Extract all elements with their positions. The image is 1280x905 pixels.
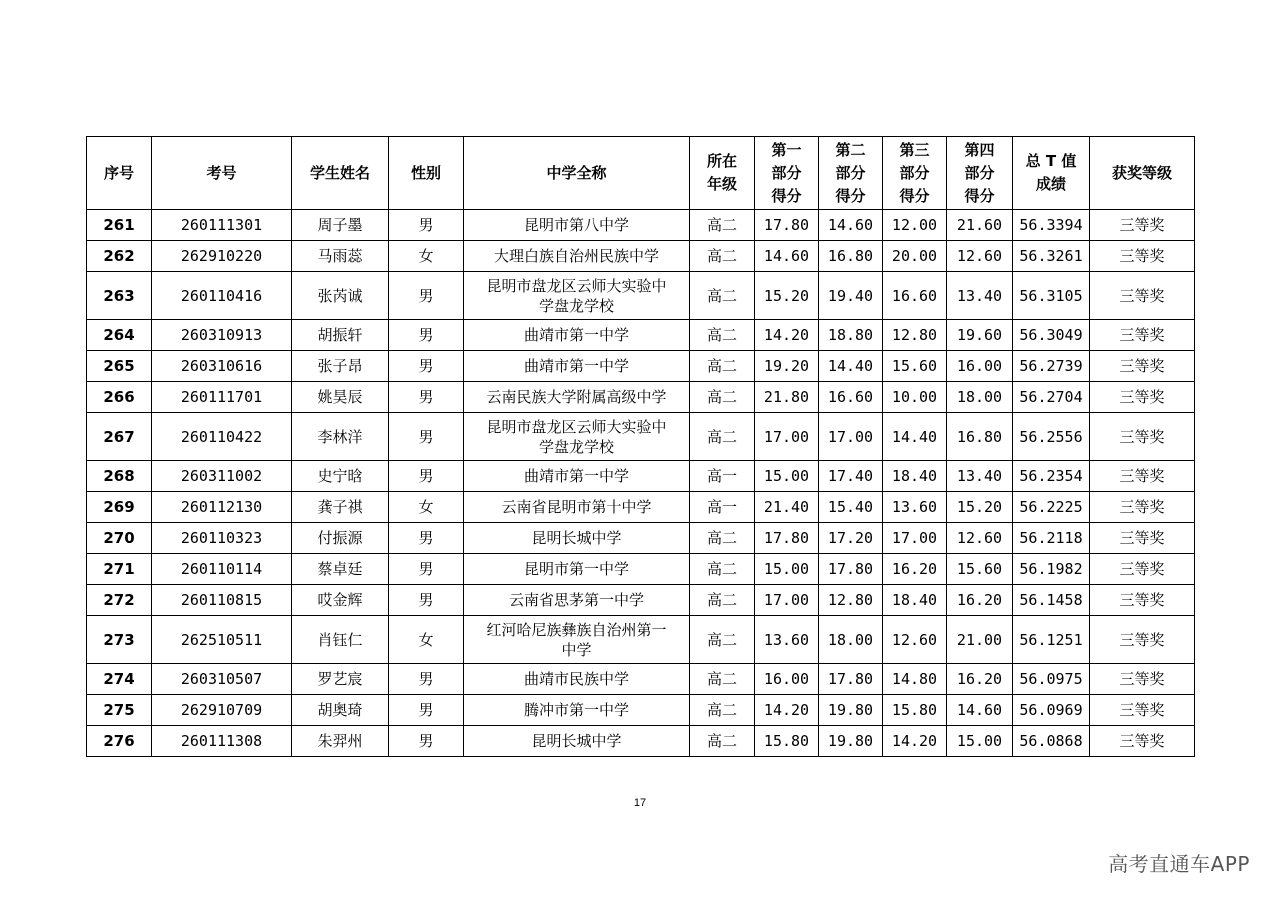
cell-grade: 高一 <box>690 492 755 523</box>
cell-award: 三等奖 <box>1090 413 1195 461</box>
cell-exam-no: 260111301 <box>152 210 292 241</box>
page-number: 17 <box>633 797 647 809</box>
cell-part4-score: 14.60 <box>947 695 1013 726</box>
table-row <box>87 523 1195 554</box>
cell-gender: 男 <box>389 664 464 695</box>
cell-part3-score: 15.80 <box>883 695 947 726</box>
cell-grade: 高二 <box>690 616 755 664</box>
cell-part3-score: 14.40 <box>883 413 947 461</box>
cell-exam-no: 260111701 <box>152 382 292 413</box>
cell-part4-score: 12.60 <box>947 523 1013 554</box>
cell-school <box>464 210 690 241</box>
cell-grade: 高二 <box>690 554 755 585</box>
table-row <box>87 616 1195 664</box>
cell-school <box>464 585 690 616</box>
cell-total-t-score: 56.2118 <box>1013 523 1090 554</box>
header-seq: 序号 <box>87 137 152 210</box>
cell-award: 三等奖 <box>1090 461 1195 492</box>
cell-student-name: 胡振轩 <box>292 320 389 351</box>
school-name-line: 云南民族大学附属高级中学 <box>486 388 667 406</box>
cell-total-t-score: 56.1982 <box>1013 554 1090 585</box>
cell-school <box>464 523 690 554</box>
cell-part2-score: 19.80 <box>819 726 883 757</box>
cell-total-t-score: 56.2225 <box>1013 492 1090 523</box>
cell-gender: 男 <box>389 695 464 726</box>
cell-seq: 272 <box>87 585 152 616</box>
cell-total-t-score: 56.0969 <box>1013 695 1090 726</box>
cell-part2-score: 19.80 <box>819 695 883 726</box>
cell-exam-no: 262910220 <box>152 241 292 272</box>
cell-part2-score: 16.60 <box>819 382 883 413</box>
cell-school <box>464 272 690 320</box>
cell-part3-score: 16.20 <box>883 554 947 585</box>
header-award: 获奖等级 <box>1090 137 1195 210</box>
cell-grade: 高二 <box>690 351 755 382</box>
cell-part4-score: 18.00 <box>947 382 1013 413</box>
cell-part3-score: 12.60 <box>883 616 947 664</box>
cell-seq: 266 <box>87 382 152 413</box>
cell-part2-score: 16.80 <box>819 241 883 272</box>
cell-part2-score: 14.40 <box>819 351 883 382</box>
cell-exam-no: 260110114 <box>152 554 292 585</box>
watermark-logo-text: 高考直通车APP <box>1108 852 1250 876</box>
cell-gender: 男 <box>389 585 464 616</box>
cell-grade: 高二 <box>690 585 755 616</box>
cell-seq: 261 <box>87 210 152 241</box>
cell-part3-score: 12.80 <box>883 320 947 351</box>
cell-total-t-score: 56.2556 <box>1013 413 1090 461</box>
cell-student-name: 胡奥琦 <box>292 695 389 726</box>
cell-school <box>464 492 690 523</box>
header-line: 成绩 <box>1035 175 1066 193</box>
header-exam-no: 考号 <box>152 137 292 210</box>
cell-gender: 男 <box>389 461 464 492</box>
cell-total-t-score: 56.3105 <box>1013 272 1090 320</box>
header-part1 <box>755 137 819 210</box>
cell-award: 三等奖 <box>1090 351 1195 382</box>
cell-seq: 274 <box>87 664 152 695</box>
cell-exam-no: 262510511 <box>152 616 292 664</box>
header-grade <box>690 137 755 210</box>
cell-gender: 男 <box>389 210 464 241</box>
cell-part1-score: 19.20 <box>755 351 819 382</box>
cell-seq: 276 <box>87 726 152 757</box>
cell-grade: 高二 <box>690 726 755 757</box>
school-name-line: 昆明市盘龙区云师大实验中 <box>486 276 667 295</box>
cell-part1-score: 15.00 <box>755 554 819 585</box>
cell-exam-no: 260110815 <box>152 585 292 616</box>
cell-part3-score: 10.00 <box>883 382 947 413</box>
header-total <box>1013 137 1090 210</box>
cell-award: 三等奖 <box>1090 726 1195 757</box>
cell-part2-score: 12.80 <box>819 585 883 616</box>
cell-award: 三等奖 <box>1090 616 1195 664</box>
school-name-line: 昆明市第一中学 <box>523 560 629 578</box>
cell-total-t-score: 56.3261 <box>1013 241 1090 272</box>
cell-part4-score: 13.40 <box>947 272 1013 320</box>
cell-part2-score: 14.60 <box>819 210 883 241</box>
cell-school <box>464 461 690 492</box>
table-row <box>87 210 1195 241</box>
cell-school <box>464 320 690 351</box>
cell-award: 三等奖 <box>1090 585 1195 616</box>
cell-exam-no: 260110422 <box>152 413 292 461</box>
header-gender: 性别 <box>389 137 464 210</box>
cell-seq: 269 <box>87 492 152 523</box>
cell-part3-score: 17.00 <box>883 523 947 554</box>
cell-total-t-score: 56.2354 <box>1013 461 1090 492</box>
school-name-line: 红河哈尼族彝族自治州第一 <box>486 620 667 639</box>
cell-student-name: 罗艺宸 <box>292 664 389 695</box>
header-line: 部分 <box>835 163 866 182</box>
cell-total-t-score: 56.0975 <box>1013 664 1090 695</box>
cell-part3-score: 14.20 <box>883 726 947 757</box>
cell-total-t-score: 56.0868 <box>1013 726 1090 757</box>
cell-part1-score: 14.60 <box>755 241 819 272</box>
header-line: 所在 <box>706 152 737 170</box>
school-name-line: 学盘龙学校 <box>538 437 614 456</box>
cell-total-t-score: 56.2704 <box>1013 382 1090 413</box>
header-part3 <box>883 137 947 210</box>
cell-school <box>464 351 690 382</box>
table-row <box>87 695 1195 726</box>
cell-total-t-score: 56.3394 <box>1013 210 1090 241</box>
table-row <box>87 272 1195 320</box>
cell-seq: 263 <box>87 272 152 320</box>
table-row <box>87 726 1195 757</box>
cell-part4-score: 16.80 <box>947 413 1013 461</box>
header-line: 部分 <box>964 163 995 182</box>
school-name-line: 曲靖市民族中学 <box>523 670 629 688</box>
cell-gender: 男 <box>389 726 464 757</box>
cell-exam-no: 260111308 <box>152 726 292 757</box>
cell-gender: 女 <box>389 241 464 272</box>
cell-school <box>464 382 690 413</box>
header-line: 得分 <box>964 186 995 205</box>
cell-seq: 275 <box>87 695 152 726</box>
cell-part4-score: 21.60 <box>947 210 1013 241</box>
cell-grade: 高二 <box>690 695 755 726</box>
cell-grade: 高二 <box>690 413 755 461</box>
cell-grade: 高二 <box>690 664 755 695</box>
table-row <box>87 664 1195 695</box>
cell-part1-score: 17.80 <box>755 523 819 554</box>
cell-seq: 264 <box>87 320 152 351</box>
cell-student-name: 肖钰仁 <box>292 616 389 664</box>
header-line: 得分 <box>771 186 802 205</box>
cell-gender: 男 <box>389 351 464 382</box>
cell-gender: 男 <box>389 554 464 585</box>
school-name-line: 腾冲市第一中学 <box>523 701 629 719</box>
cell-award: 三等奖 <box>1090 272 1195 320</box>
cell-part3-score: 14.80 <box>883 664 947 695</box>
cell-student-name: 张芮诚 <box>292 272 389 320</box>
cell-part1-score: 15.80 <box>755 726 819 757</box>
cell-award: 三等奖 <box>1090 210 1195 241</box>
cell-part1-score: 15.00 <box>755 461 819 492</box>
cell-seq: 262 <box>87 241 152 272</box>
cell-part1-score: 21.40 <box>755 492 819 523</box>
cell-part4-score: 12.60 <box>947 241 1013 272</box>
cell-part4-score: 15.00 <box>947 726 1013 757</box>
cell-exam-no: 260310507 <box>152 664 292 695</box>
cell-student-name: 朱羿州 <box>292 726 389 757</box>
table-row <box>87 241 1195 272</box>
cell-award: 三等奖 <box>1090 695 1195 726</box>
cell-exam-no: 260112130 <box>152 492 292 523</box>
cell-exam-no: 260311002 <box>152 461 292 492</box>
cell-gender: 男 <box>389 523 464 554</box>
cell-grade: 高二 <box>690 241 755 272</box>
cell-part4-score: 16.20 <box>947 664 1013 695</box>
cell-school <box>464 241 690 272</box>
cell-gender: 男 <box>389 272 464 320</box>
cell-grade: 高二 <box>690 210 755 241</box>
cell-part2-score: 15.40 <box>819 492 883 523</box>
cell-student-name: 龚子祺 <box>292 492 389 523</box>
header-line: 第二 <box>835 140 866 159</box>
cell-part4-score: 21.00 <box>947 616 1013 664</box>
cell-student-name: 张子昂 <box>292 351 389 382</box>
header-line: 第一 <box>771 140 802 159</box>
cell-seq: 271 <box>87 554 152 585</box>
cell-exam-no: 260110416 <box>152 272 292 320</box>
cell-part4-score: 15.60 <box>947 554 1013 585</box>
cell-gender: 男 <box>389 413 464 461</box>
cell-part3-score: 12.00 <box>883 210 947 241</box>
school-name-line: 云南省思茅第一中学 <box>508 591 644 609</box>
cell-part2-score: 17.40 <box>819 461 883 492</box>
cell-part4-score: 16.00 <box>947 351 1013 382</box>
cell-seq: 270 <box>87 523 152 554</box>
cell-student-name: 付振源 <box>292 523 389 554</box>
cell-award: 三等奖 <box>1090 554 1195 585</box>
header-part2 <box>819 137 883 210</box>
table-row <box>87 461 1195 492</box>
cell-part2-score: 17.80 <box>819 664 883 695</box>
cell-total-t-score: 56.1458 <box>1013 585 1090 616</box>
table-row <box>87 382 1195 413</box>
cell-award: 三等奖 <box>1090 523 1195 554</box>
cell-exam-no: 260310913 <box>152 320 292 351</box>
table-body <box>87 210 1195 757</box>
cell-award: 三等奖 <box>1090 492 1195 523</box>
header-school: 中学全称 <box>464 137 690 210</box>
cell-part3-score: 18.40 <box>883 461 947 492</box>
cell-part2-score: 18.80 <box>819 320 883 351</box>
cell-student-name: 周子墨 <box>292 210 389 241</box>
header-name: 学生姓名 <box>292 137 389 210</box>
header-line: 总 T 值 <box>1025 152 1077 170</box>
cell-part1-score: 16.00 <box>755 664 819 695</box>
header-line: 得分 <box>835 186 866 205</box>
table-row <box>87 320 1195 351</box>
cell-gender: 男 <box>389 382 464 413</box>
cell-seq: 265 <box>87 351 152 382</box>
table-header <box>87 137 1195 210</box>
cell-part1-score: 13.60 <box>755 616 819 664</box>
school-name-line: 大理白族自治州民族中学 <box>493 247 659 265</box>
header-line: 第四 <box>964 140 995 159</box>
cell-gender: 男 <box>389 320 464 351</box>
cell-part2-score: 18.00 <box>819 616 883 664</box>
cell-student-name: 史宁晗 <box>292 461 389 492</box>
cell-school <box>464 664 690 695</box>
cell-part4-score: 13.40 <box>947 461 1013 492</box>
cell-part2-score: 17.80 <box>819 554 883 585</box>
cell-seq: 267 <box>87 413 152 461</box>
cell-award: 三等奖 <box>1090 382 1195 413</box>
cell-grade: 高二 <box>690 320 755 351</box>
award-results-table <box>86 136 1195 757</box>
header-line: 年级 <box>706 175 737 193</box>
school-name-line: 昆明市第八中学 <box>523 216 629 234</box>
cell-part3-score: 13.60 <box>883 492 947 523</box>
cell-part2-score: 19.40 <box>819 272 883 320</box>
cell-school <box>464 616 690 664</box>
table-row <box>87 413 1195 461</box>
cell-part3-score: 18.40 <box>883 585 947 616</box>
cell-part1-score: 14.20 <box>755 695 819 726</box>
cell-part4-score: 15.20 <box>947 492 1013 523</box>
cell-part1-score: 21.80 <box>755 382 819 413</box>
cell-student-name: 姚昊辰 <box>292 382 389 413</box>
cell-part4-score: 19.60 <box>947 320 1013 351</box>
school-name-line: 曲靖市第一中学 <box>523 326 629 344</box>
cell-award: 三等奖 <box>1090 320 1195 351</box>
cell-award: 三等奖 <box>1090 664 1195 695</box>
cell-part3-score: 20.00 <box>883 241 947 272</box>
cell-part3-score: 15.60 <box>883 351 947 382</box>
cell-grade: 高二 <box>690 382 755 413</box>
school-name-line: 昆明市盘龙区云师大实验中 <box>486 417 667 436</box>
cell-part2-score: 17.20 <box>819 523 883 554</box>
cell-part4-score: 16.20 <box>947 585 1013 616</box>
cell-total-t-score: 56.3049 <box>1013 320 1090 351</box>
cell-school <box>464 413 690 461</box>
cell-student-name: 蔡卓廷 <box>292 554 389 585</box>
table-row <box>87 585 1195 616</box>
table-row <box>87 492 1195 523</box>
table-row <box>87 554 1195 585</box>
cell-grade: 高二 <box>690 272 755 320</box>
cell-total-t-score: 56.2739 <box>1013 351 1090 382</box>
school-name-line: 云南省昆明市第十中学 <box>501 498 652 516</box>
cell-student-name: 哎金辉 <box>292 585 389 616</box>
header-line: 部分 <box>899 163 930 182</box>
cell-exam-no: 260110323 <box>152 523 292 554</box>
cell-total-t-score: 56.1251 <box>1013 616 1090 664</box>
cell-part2-score: 17.00 <box>819 413 883 461</box>
school-name-line: 曲靖市第一中学 <box>523 467 629 485</box>
cell-school <box>464 695 690 726</box>
cell-student-name: 马雨蕊 <box>292 241 389 272</box>
cell-part1-score: 14.20 <box>755 320 819 351</box>
cell-gender: 女 <box>389 616 464 664</box>
cell-part3-score: 16.60 <box>883 272 947 320</box>
cell-school <box>464 726 690 757</box>
cell-school <box>464 554 690 585</box>
school-name-line: 昆明长城中学 <box>531 529 622 547</box>
cell-part1-score: 17.00 <box>755 413 819 461</box>
cell-exam-no: 260310616 <box>152 351 292 382</box>
table-row <box>87 351 1195 382</box>
cell-award: 三等奖 <box>1090 241 1195 272</box>
cell-part1-score: 17.00 <box>755 585 819 616</box>
cell-gender: 女 <box>389 492 464 523</box>
cell-grade: 高二 <box>690 523 755 554</box>
school-name-line: 学盘龙学校 <box>538 296 614 315</box>
cell-exam-no: 262910709 <box>152 695 292 726</box>
school-name-line: 中学 <box>561 640 592 659</box>
cell-part1-score: 17.80 <box>755 210 819 241</box>
cell-grade: 高一 <box>690 461 755 492</box>
header-part4 <box>947 137 1013 210</box>
cell-seq: 273 <box>87 616 152 664</box>
cell-part1-score: 15.20 <box>755 272 819 320</box>
header-line: 得分 <box>899 186 930 205</box>
cell-seq: 268 <box>87 461 152 492</box>
school-name-line: 昆明长城中学 <box>531 732 622 750</box>
header-line: 部分 <box>771 163 802 182</box>
header-row <box>87 137 1195 210</box>
school-name-line: 曲靖市第一中学 <box>523 357 629 375</box>
cell-student-name: 李林洋 <box>292 413 389 461</box>
header-line: 第三 <box>899 140 930 159</box>
